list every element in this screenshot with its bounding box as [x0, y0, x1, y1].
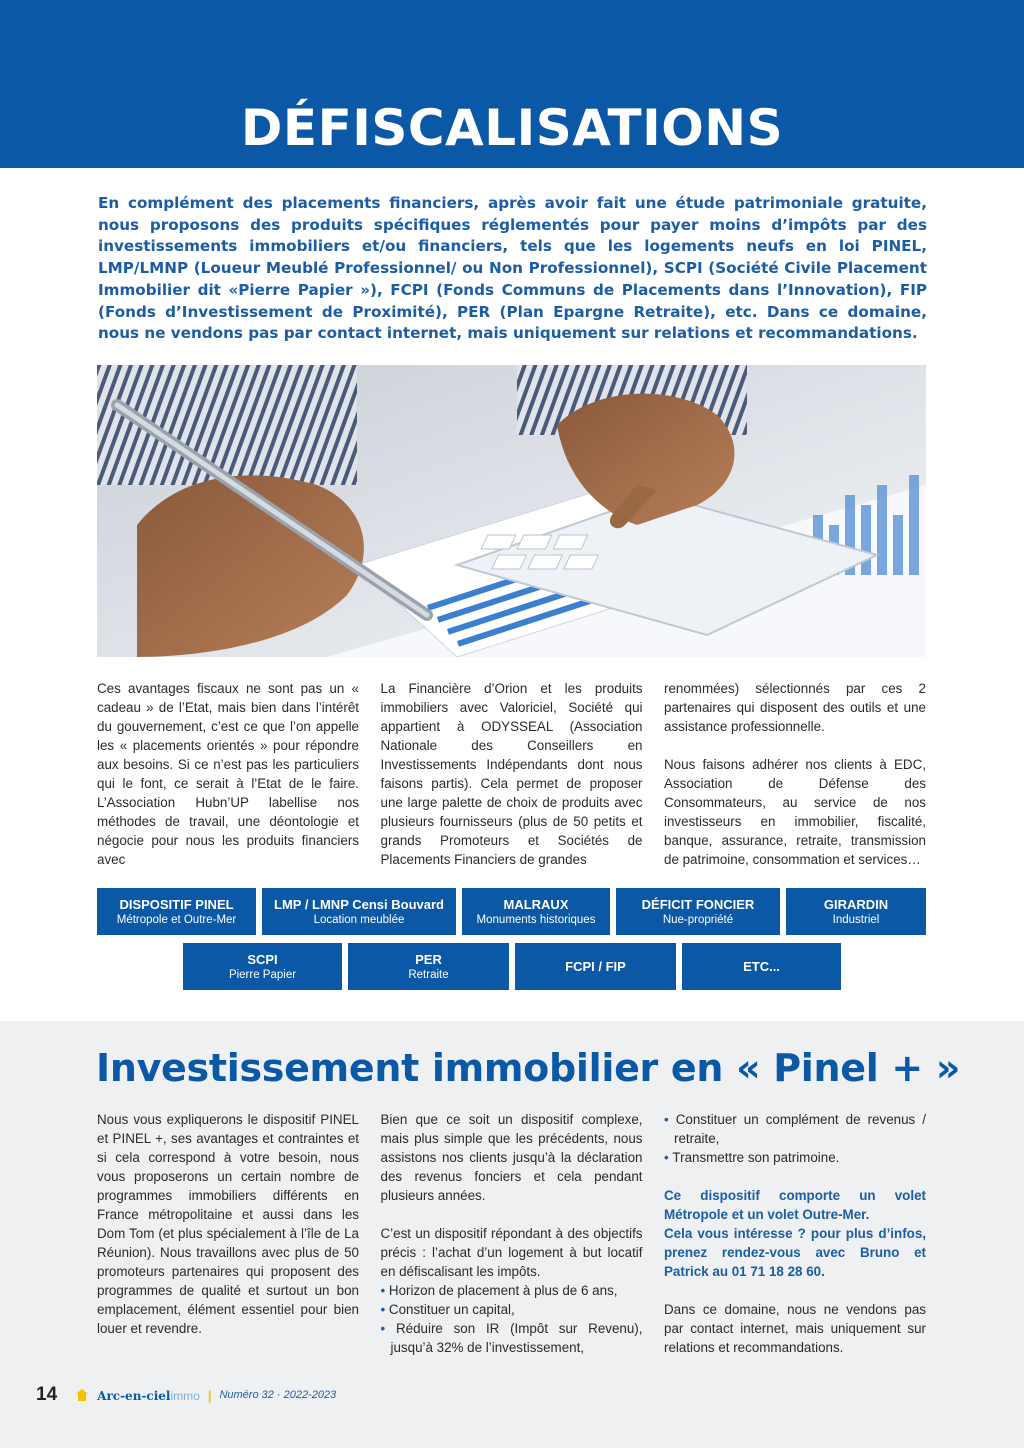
paragraph: La Financière d’Orion et les produits immobiliers avec Valoriciel, Société qui appartient à ODYSSEAL (Association Nationale des Conseillers en Investissements Indépendants dont nous faisons partis). Cela permet de proposer une large palette de choix de produits avec plusieurs fournisseurs (plus de 50 petits et grands Promoteurs et Sociétés de Placements Financiers de grandes [380, 681, 643, 867]
tag-subtitle: Industriel [832, 913, 880, 926]
list-item: • Réduire son IR (Impôt sur Revenu), jusqu’à 32% de l’investissement, [381, 1319, 643, 1357]
paragraph: Ces avantages fiscaux ne sont pas un « cadeau » de l’Etat, mais bien dans l’intérêt du gouvernement, c’est ce que l’on appelle les « placements orientés » pour répondre aux besoins. Si ce n’est pas les particuliers qui le font, ce serait à l’Etat de le faire. L’Association Hubn’UP labellise nos méthodes de travail, une déontologie et négocie pour nous les produits financiers avec [97, 681, 359, 867]
text-columns-pinel [97, 1110, 926, 1357]
brand-suffix: immo [170, 1388, 200, 1403]
tag-subtitle: Pierre Papier [228, 968, 297, 981]
paragraph: Bien que ce soit un dispositif complexe, mais plus simple que les précédents, nous assistons nos clients jusqu’à la déclaration des revenus fonciers et cela pendant plusieurs années. [380, 1112, 643, 1203]
page-number: 14 [36, 1384, 58, 1405]
list-item: • Constituer un capital, [381, 1300, 643, 1319]
column-2 [381, 679, 643, 869]
issue-info: Numéro 32 · 2022-2023 [219, 1389, 337, 1401]
intro-paragraph: En complément des placements financiers, après avoir fait une étude patrimoniale gratuite, nous proposons des produits spécifiques réglementés pour payer moins d’impôts par des investissements immobiliers et/ou financiers, tels que les logements neufs en loi PINEL, LMP/LMNP (Loueur Meublé Professionnel/ ou Non Professionnel), SCPI (Société Civile Placement Immobilier dit «Pierre Papier »), FCPI (Fonds Communs de Placements dans l’Innovation), FIP (Fonds d’Investissement de Proximité), PER (Plan Epargne Retraite), etc. Dans ce domaine, nous ne vendons pas par contact internet, mais uniquement sur relations et recommandations. [98, 194, 927, 343]
list-item: • Horizon de placement à plus de 6 ans, [381, 1281, 643, 1300]
tag-title: LMP / LMNP Censi Bouvard [274, 896, 444, 912]
tag-per [348, 943, 509, 990]
objectives-block [381, 1224, 643, 1357]
paragraph: C’est un dispositif répondant à des objectifs précis : l’achat d’un logement à but locatif en défiscalisant les impôts. [380, 1226, 643, 1279]
footer-separator: | [207, 1387, 212, 1403]
column-3 [664, 1110, 926, 1357]
tag-girardin [786, 888, 926, 935]
scheme-tags-row-2 [183, 943, 841, 990]
contact-paragraph: Cela vous intéresse ? pour plus d’infos, prenez rendez-vous avec Bruno et Patrick au 01 71 18 28 60. [664, 1226, 926, 1279]
tag-subtitle: Nue-propriété [662, 913, 734, 926]
tag-title: DÉFICIT FONCIER [641, 896, 755, 912]
tag-title: DISPOSITIF PINEL [119, 896, 234, 912]
column-2 [381, 1110, 643, 1357]
tag-title: MALRAUX [503, 896, 569, 912]
scheme-tags-row-1 [97, 888, 926, 935]
hero-photo-calculator-hands [97, 365, 926, 657]
photo-illustration [97, 365, 926, 657]
house-logo-icon [75, 1388, 89, 1402]
column-3 [664, 679, 926, 869]
list-item: • Transmettre son patrimoine. [664, 1148, 926, 1167]
tag-fcpi-fip [515, 943, 676, 990]
paragraph: Nous vous expliquerons le dispositif PINEL et PINEL +, ses avantages et contraintes et si cela correspond à votre besoin, nous vous proposerons un certain nombre de programmes immobiliers différents en France métropolitaine et aussi dans les Dom Tom (et plus spécialement à l’île de La Réunion). Nous travaillons avec plus de 50 promoteurs partenaires qui proposent des programmes de qualité et surtout un bon emplacement, élément essentiel pour bien louer et revendre. [97, 1112, 359, 1336]
objectives-list [381, 1281, 643, 1357]
page-header [0, 0, 1024, 168]
tag-title: PER [415, 951, 442, 967]
paragraph: Dans ce domaine, nous ne vendons pas par contact internet, mais uniquement sur relations et recommandations. [664, 1302, 926, 1355]
tag-title: FCPI / FIP [565, 958, 626, 974]
tag-dispositif-pinel [97, 888, 256, 935]
tag-deficit-foncier [616, 888, 780, 935]
page-footer [36, 1384, 336, 1406]
highlight-paragraph: Ce dispositif comporte un volet Métropole et un volet Outre-Mer. [664, 1188, 926, 1222]
tag-lmp-lmnp [262, 888, 456, 935]
tag-subtitle: Location meublée [313, 913, 405, 926]
tag-title: ETC... [743, 958, 780, 974]
paragraph: Nous faisons adhérer nos clients à EDC, Association de Défense des Consommateurs, au service de nos investisseurs en immobilier, fiscalité, banque, assurance, retraite, transmission de patrimoine, consommation et services… [664, 757, 926, 867]
column-1 [97, 1110, 359, 1357]
tag-subtitle: Retraite [408, 968, 449, 981]
paragraph: renommées) sélectionnés par ces 2 partenaires qui disposent des outils et une assistance professionnelle. [664, 681, 926, 734]
text-columns-intro [97, 679, 926, 869]
brand-name: Arc-en-ciel [97, 1388, 171, 1403]
tag-subtitle: Métropole et Outre-Mer [116, 913, 237, 926]
tag-etc [682, 943, 841, 990]
tag-title: SCPI [247, 951, 278, 967]
pinel-section-title: Investissement immobilier en « Pinel + » [96, 1046, 961, 1090]
list-item: • Constituer un complément de revenus / retraite, [664, 1110, 926, 1148]
tag-malraux [462, 888, 610, 935]
brand-logo [97, 1388, 200, 1403]
tag-subtitle: Monuments historiques [476, 913, 596, 926]
page-title: DÉFISCALISATIONS [240, 99, 784, 157]
column-1 [97, 679, 359, 869]
objectives-list-continued [664, 1110, 926, 1167]
tag-scpi [183, 943, 342, 990]
tag-title: GIRARDIN [823, 896, 889, 912]
